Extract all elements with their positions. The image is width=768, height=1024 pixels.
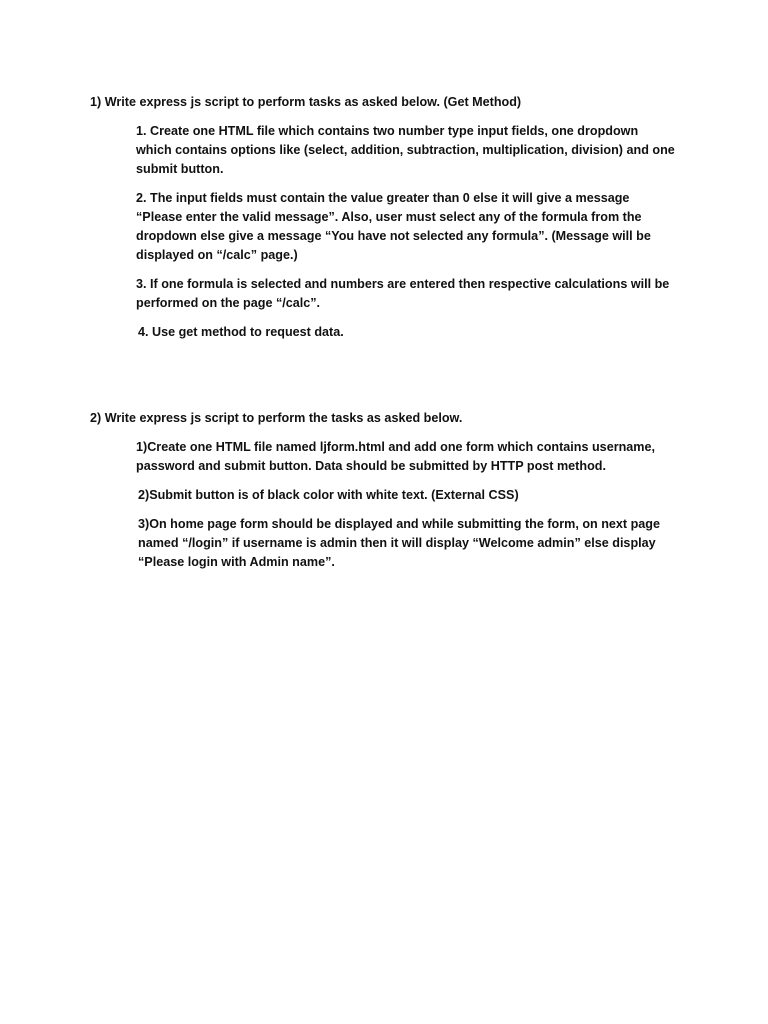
question-1 xyxy=(90,93,690,352)
question-1-tasks xyxy=(90,122,690,342)
question-1-title: 1) Write express js script to perform tasks as asked below. (Get Method) xyxy=(90,95,522,109)
question-1-task-3: 3. If one formula is selected and numbers are entered then respective calculations will be performed on the page “/calc”. xyxy=(136,277,670,310)
question-1-task-1: 1. Create one HTML file which contains two number type input fields, one dropdown which contains options like (select, addition, subtraction, multiplication, division) and one submit button. xyxy=(136,124,675,176)
question-2-tasks xyxy=(90,438,690,572)
question-2 xyxy=(90,409,690,582)
question-1-task-4: 4. Use get method to request data. xyxy=(138,325,344,339)
question-2-task-2: 2)Submit button is of black color with white text. (External CSS) xyxy=(138,488,519,502)
question-2-title: 2) Write express js script to perform the tasks as asked below. xyxy=(90,411,463,425)
question-2-task-1: 1)Create one HTML file named ljform.html and add one form which contains username, password and submit button. Data should be submitted by HTTP post method. xyxy=(136,440,655,473)
question-2-task-3: 3)On home page form should be displayed and while submitting the form, on next page named “/login” if username is admin then it will display “Welcome admin” else display “Please login with Admin name”. xyxy=(138,517,660,569)
question-1-task-2: 2. The input fields must contain the value greater than 0 else it will give a message “Please enter the valid message”. Also, user must select any of the formula from the dropdown else give a message “You have not selected any formula”. (Message will be displayed on “/calc” page.) xyxy=(136,191,651,262)
